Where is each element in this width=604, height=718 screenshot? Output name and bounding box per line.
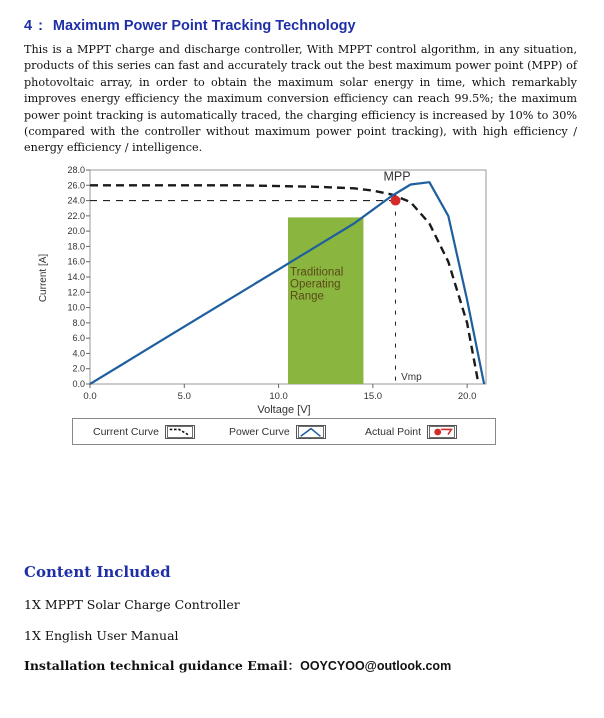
section-number: 4 [24, 18, 33, 34]
support-email-line [24, 656, 451, 674]
y-tick-label: 26.0 [67, 180, 85, 191]
x-tick-label: 0.0 [83, 391, 97, 402]
content-included-title: Content Included [24, 563, 171, 581]
y-tick-label: 0.0 [72, 379, 85, 389]
content-item: 1X English User Manual [24, 628, 179, 643]
legend-label-power: Power Curve [229, 426, 290, 438]
section-separator: : [38, 18, 43, 34]
email-label: Installation technical guidance Email： [24, 658, 301, 673]
y-tick-label: 4.0 [72, 348, 85, 359]
x-axis-label: Voltage [V] [257, 404, 311, 416]
vmp-annotation: Vmp [401, 372, 422, 384]
intro-paragraph: This is a MPPT charge and discharge controller, With MPPT control algorithm, in any situation, products of this series can fast and accurately track out the best maximum power point (MPP) of photovoltaic array, in order to obtain the maximum solar energy in time, which remarkably improves energy efficiency the maximum conversion efficiency can reach 99.5%; the maximum power point tracking is automatically traced, the charging efficiency is increased by 10% to 30% (compared with the controller without maximum power point tracking), with high efficiency / energy efficiency / intelligence. [24, 43, 577, 155]
legend-label-actual: Actual Point [365, 426, 422, 438]
y-tick-label: 18.0 [67, 241, 85, 252]
support-email[interactable]: OOYCYOO@outlook.com [300, 659, 452, 673]
chart-legend [72, 418, 496, 445]
y-tick-label: 22.0 [67, 210, 85, 221]
content-item: 1X MPPT Solar Charge Controller [24, 597, 240, 612]
current-curve-icon [165, 425, 195, 439]
y-tick-label: 16.0 [67, 256, 85, 267]
y-tick-label: 28.0 [67, 165, 85, 175]
section-title [24, 18, 356, 34]
legend-item-power [229, 425, 326, 439]
mppt-chart [0, 158, 604, 458]
y-tick-label: 8.0 [72, 317, 85, 328]
x-tick-label: 20.0 [457, 391, 477, 402]
traditional-range-label: Operating [290, 278, 341, 291]
y-tick-label: 24.0 [67, 195, 85, 206]
legend-item-current [93, 425, 195, 439]
power-curve-icon [296, 425, 326, 439]
actual-point-marker [390, 196, 400, 206]
y-tick-label: 10.0 [67, 302, 85, 313]
x-tick-label: 10.0 [269, 391, 288, 402]
y-tick-label: 2.0 [72, 363, 85, 374]
x-tick-label: 15.0 [363, 391, 383, 402]
actual-point-icon [427, 425, 457, 439]
y-tick-label: 6.0 [72, 333, 85, 344]
mpp-annotation: MPP [383, 169, 411, 184]
section-title-text: Maximum Power Point Tracking Technology [52, 18, 356, 34]
y-tick-label: 20.0 [67, 226, 85, 237]
legend-label-current: Current Curve [93, 426, 159, 438]
y-tick-label: 14.0 [67, 272, 85, 282]
x-tick-label: 5.0 [177, 391, 191, 402]
y-axis-label: Current [A] [38, 253, 49, 303]
legend-item-actual [365, 425, 457, 439]
y-tick-label: 12.0 [67, 287, 85, 298]
traditional-range-label: Range [290, 290, 324, 303]
traditional-range-label: Traditional [290, 266, 344, 279]
